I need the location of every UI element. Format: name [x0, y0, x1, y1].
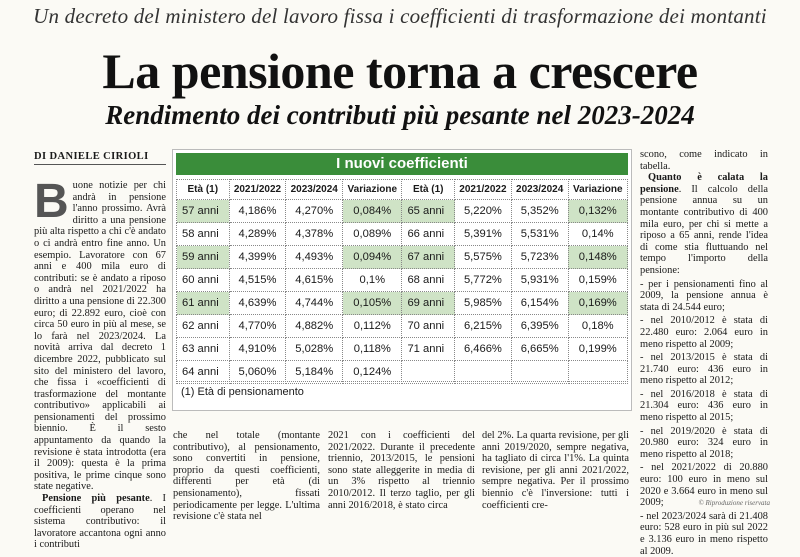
value-2021-2022-cell: 5,060% — [229, 361, 286, 384]
pension-bullet-item: - per i pensionamenti fino al 2009, la pensione annua è stata di 24.544 euro; — [640, 278, 768, 313]
value-2021-2022-cell: 4,399% — [229, 246, 286, 269]
section-heading: Quanto è calata la pensione — [640, 172, 768, 195]
article-column-6 — [640, 149, 768, 557]
pension-bullet-item: - nel 2010/2012 è stata di 22.480 euro: 2.064 euro in meno rispetto al 2009; — [640, 315, 768, 350]
variation-cell: 0,199% — [568, 338, 627, 361]
table-row — [177, 292, 628, 315]
pension-bullet-item: - nel 2021/2022 di 20.880 euro: 100 euro in meno sul 2020 e 3.664 euro in meno sul 2009; — [640, 462, 768, 509]
variation-cell: 0,112% — [343, 315, 402, 338]
coefficients-table — [176, 179, 628, 384]
age-cell: 60 anni — [177, 269, 230, 292]
header-cell: 2021/2022 — [229, 180, 286, 200]
variation-cell: 0,118% — [343, 338, 402, 361]
age-cell: 64 anni — [177, 361, 230, 384]
value-2021-2022-cell: 4,639% — [229, 292, 286, 315]
header-cell: 2021/2022 — [455, 180, 512, 200]
value-2023-2024-cell: 6,665% — [511, 338, 568, 361]
article-paragraph: che nel totale (montante contributivo), al pensionamento, sono convertiti in pensione, proprio da questi coefficienti, differenti per età (di pensionamento), fissati periodicamente per legge. L'ultima revisione c'è stata nel — [173, 430, 320, 523]
variation-cell: 0,089% — [343, 223, 402, 246]
variation-cell: 0,132% — [568, 200, 627, 223]
table-row — [177, 223, 628, 246]
value-2023-2024-cell: 4,493% — [286, 246, 343, 269]
pension-bullet-item: - nel 2023/2024 sarà di 21.408 euro: 528 euro in più sul 2022 e 3.136 euro in meno rispetto al 2009. — [640, 510, 768, 557]
table-row — [177, 200, 628, 223]
variation-cell: 0,084% — [343, 200, 402, 223]
variation-cell: 0,094% — [343, 246, 402, 269]
header-cell: Età (1) — [402, 180, 455, 200]
age-cell: 68 anni — [402, 269, 455, 292]
byline: DI DANIELE CIRIOLI — [34, 151, 149, 162]
pension-bullet-item: - nel 2019/2020 è stata di 20.980 euro: 324 euro in meno rispetto al 2018; — [640, 425, 768, 460]
variation-cell: 0,124% — [343, 361, 402, 384]
age-cell: 66 anni — [402, 223, 455, 246]
value-2021-2022-cell: 6,215% — [455, 315, 512, 338]
variation-cell: 0,1% — [343, 269, 402, 292]
table-row — [177, 246, 628, 269]
value-2021-2022-cell: 5,220% — [455, 200, 512, 223]
age-cell: 58 anni — [177, 223, 230, 246]
copyright-notice: © Riproduzione riservata — [698, 499, 770, 507]
age-cell: 70 anni — [402, 315, 455, 338]
article-paragraph: 2021 con i coefficienti del 2021/2022. Durante il precedente triennio, 2013/2015, le pensioni sono state alleggerite in media di un 3% rispetto al triennio 2010/2012. Il terzo taglio, per gli anni 2016/2018, è stato circa — [328, 430, 475, 511]
value-2023-2024-cell: 6,154% — [511, 292, 568, 315]
value-2023-2024-cell: 6,395% — [511, 315, 568, 338]
variation-cell: 0,169% — [568, 292, 627, 315]
subheadline: Rendimento dei contributi più pesante nel 2023-2024 — [105, 100, 695, 130]
value-2023-2024-cell: 5,931% — [511, 269, 568, 292]
coefficients-table-box — [172, 149, 632, 411]
variation-cell: 0,14% — [568, 223, 627, 246]
header-cell: Variazione — [568, 180, 627, 200]
article-paragraph: del 2%. La quarta revisione, per gli anni 2019/2020, sempre negativa, ha tagliato di circa l'1%. La quinta revisione, per gli anni 2021/2022, sempre negativa. Per il prossimo biennio c'è l'inversione: tutti i coefficienti cre- — [482, 430, 629, 511]
variation-cell: 0,159% — [568, 269, 627, 292]
value-2023-2024-cell: 5,352% — [511, 200, 568, 223]
note-rule — [176, 381, 628, 382]
article-column-4 — [328, 430, 475, 511]
value-2021-2022-cell: 4,910% — [229, 338, 286, 361]
age-cell: 63 anni — [177, 338, 230, 361]
table-header-row — [177, 180, 628, 200]
value-2021-2022-cell: 5,575% — [455, 246, 512, 269]
value-2023-2024-cell: 4,615% — [286, 269, 343, 292]
header-cell: 2023/2024 — [511, 180, 568, 200]
headline: La pensione torna a crescere — [102, 43, 698, 99]
age-cell: 59 anni — [177, 246, 230, 269]
value-2023-2024-cell: 5,028% — [286, 338, 343, 361]
variation-cell: 0,18% — [568, 315, 627, 338]
value-2021-2022-cell: 5,391% — [455, 223, 512, 246]
table-row — [177, 269, 628, 292]
value-2021-2022-cell: 5,772% — [455, 269, 512, 292]
value-2023-2024-cell: 4,882% — [286, 315, 343, 338]
value-2021-2022-cell: 4,186% — [229, 200, 286, 223]
value-2021-2022-cell: 4,289% — [229, 223, 286, 246]
article-paragraph: scono, come indicato in tabella. — [640, 149, 768, 172]
value-2021-2022-cell: 4,770% — [229, 315, 286, 338]
value-2023-2024-cell: 4,378% — [286, 223, 343, 246]
value-2023-2024-cell: 4,744% — [286, 292, 343, 315]
value-2023-2024-cell: 5,723% — [511, 246, 568, 269]
table-footnote: (1) Età di pensionamento — [181, 386, 304, 398]
article-paragraph: . I coefficienti operano nel sistema contributivo: il lavoratore accantona ogni anno i contributi — [34, 493, 166, 551]
age-cell: 67 anni — [402, 246, 455, 269]
pension-bullet-item: - nel 2016/2018 è stata di 21.304 euro: 436 euro in meno rispetto al 2015; — [640, 388, 768, 424]
value-2021-2022-cell: 4,515% — [229, 269, 286, 292]
table-row — [177, 338, 628, 361]
article-paragraph: . Il calcolo della pensione annua su un montante contributivo di 400 mila euro, per chi si mette a riposo a 65 anni, rende l'idea di come stia fluttuando nel tempo l'importo della pensione: — [640, 183, 768, 276]
age-cell: 65 anni — [402, 200, 455, 223]
age-cell: 69 anni — [402, 292, 455, 315]
section-heading: Pensione più pesante — [42, 493, 150, 505]
byline-rule — [34, 164, 166, 165]
age-cell: 61 anni — [177, 292, 230, 315]
header-cell: 2023/2024 — [286, 180, 343, 200]
article-column-5 — [482, 430, 629, 511]
age-cell: 62 anni — [177, 315, 230, 338]
article-column-1 — [34, 175, 166, 551]
kicker: Un decreto del ministero del lavoro fissa i coefficienti di trasformazione dei montanti — [33, 4, 767, 28]
pension-bullet-list — [640, 279, 768, 557]
value-2023-2024-cell: 5,184% — [286, 361, 343, 384]
variation-cell: 0,105% — [343, 292, 402, 315]
value-2023-2024-cell: 4,270% — [286, 200, 343, 223]
header-cell: Età (1) — [177, 180, 230, 200]
pension-bullet-item: - nel 2013/2015 è stata di 21.740 euro: 436 euro in meno rispetto al 2012; — [640, 352, 768, 387]
value-2021-2022-cell: 6,466% — [455, 338, 512, 361]
table-row — [177, 315, 628, 338]
article-column-3 — [173, 430, 320, 523]
drop-cap: B — [34, 175, 69, 228]
age-cell: 71 anni — [402, 338, 455, 361]
header-cell: Variazione — [343, 180, 402, 200]
table-title: I nuovi coefficienti — [176, 153, 628, 175]
article-lead-paragraph: uone notizie per chi andrà in pensione l'anno prossimo. Avrà diritto a una pensione più alta rispetto a chi c'è andato o ci andrà entro fine anno. Un esempio. Lavoratore con 67 anni e 400 mila euro di contributi: se è andato a riposo o andrà nel 2021/2022 ha diritto a una pensione di 22.300 euro; di 22.892 euro, cioè con circa 50 euro in più al mese, se lo farà nel 2023/2024. La novità arriva dal decreto 1 dicembre 2022, pubblicato sul sito del ministero del lavoro, che fissa i «coefficienti di trasformazione del montante contributivo» applicabili ai pensionamenti del prossimo biennio. È il sesto appuntamento da quando la revisione è stata introdotta (era il 2009): questa è la prima positiva, le prime cinque sono state negative. — [34, 180, 166, 493]
variation-cell: 0,148% — [568, 246, 627, 269]
value-2023-2024-cell: 5,531% — [511, 223, 568, 246]
value-2021-2022-cell: 5,985% — [455, 292, 512, 315]
age-cell: 57 anni — [177, 200, 230, 223]
